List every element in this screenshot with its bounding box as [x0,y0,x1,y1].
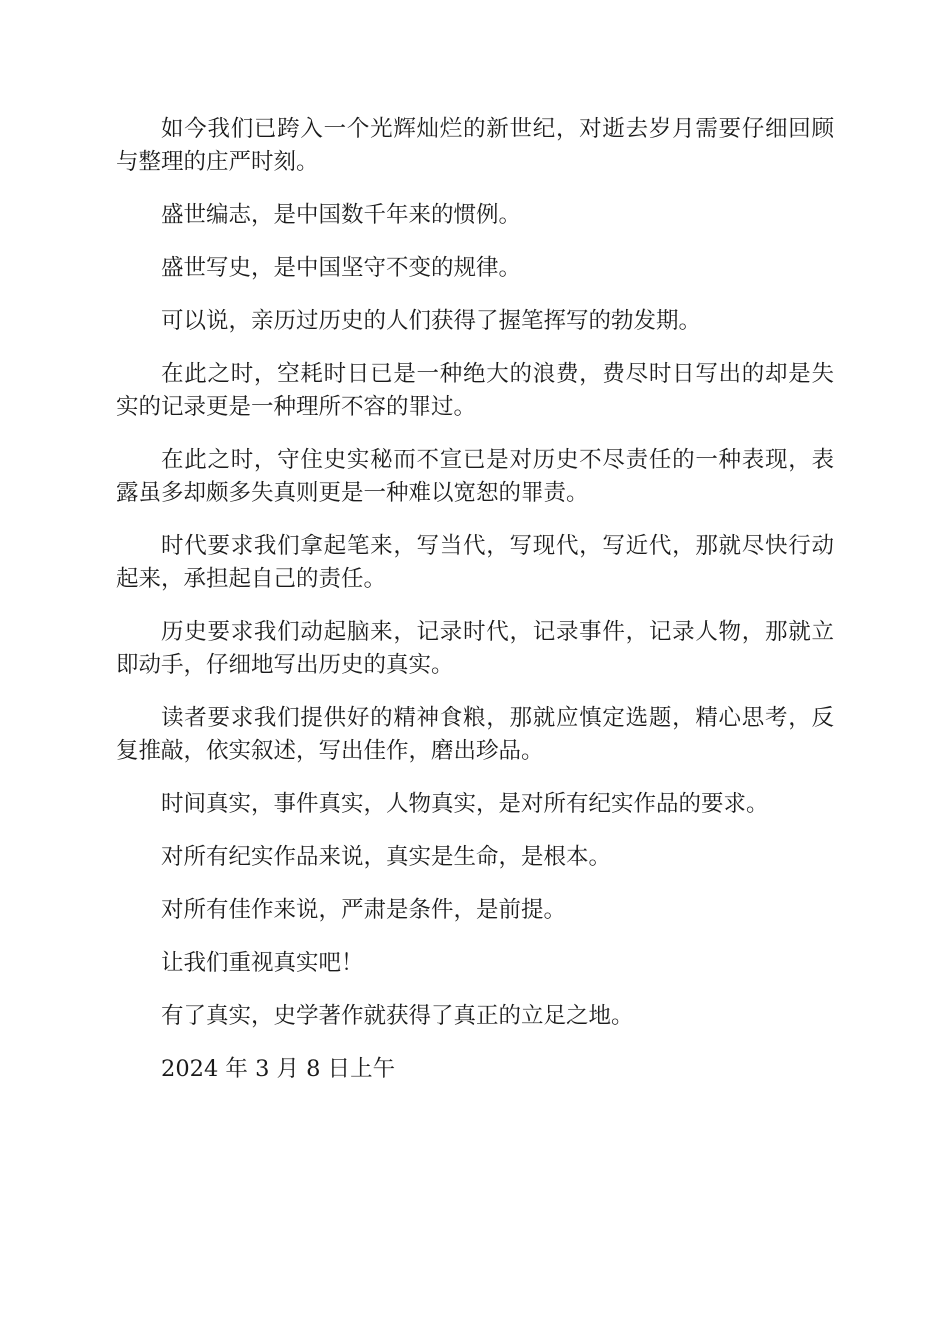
document-date: 2024 年 3 月 8 日上午 [161,1056,396,1082]
document-body [116,113,834,1086]
paragraph: 在此之时，空耗时日已是一种绝大的浪费，费尽时日写出的却是失实的记录更是一种理所不容的罪过。 [116,361,834,420]
paragraph: 盛世编志，是中国数千年来的惯例。 [161,202,522,228]
paragraph: 时间真实，事件真实，人物真实，是对所有纪实作品的要求。 [161,791,769,817]
paragraph: 可以说，亲历过历史的人们获得了握笔挥写的勃发期。 [161,308,702,334]
paragraph: 历史要求我们动起脑来，记录时代，记录事件，记录人物，那就立即动手，仔细地写出历史的真实。 [116,619,834,678]
paragraph: 对所有佳作来说，严肃是条件，是前提。 [161,897,567,923]
paragraph: 让我们重视真实吧！ [161,950,364,976]
paragraph: 在此之时，守住史实秘而不宣已是对历史不尽责任的一种表现，表露虽多却颇多失真则更是一种难以宽恕的罪责。 [116,447,834,506]
paragraph: 读者要求我们提供好的精神食粮，那就应慎定选题，精心思考，反复推敲，依实叙述，写出佳作，磨出珍品。 [116,705,834,764]
paragraph: 如今我们已跨入一个光辉灿烂的新世纪，对逝去岁月需要仔细回顾与整理的庄严时刻。 [116,116,834,175]
paragraph: 有了真实，史学著作就获得了真正的立足之地。 [161,1003,634,1029]
paragraph: 对所有纪实作品来说，真实是生命，是根本。 [161,844,612,870]
paragraph: 盛世写史，是中国坚守不变的规律。 [161,255,522,281]
paragraph: 时代要求我们拿起笔来，写当代，写现代，写近代，那就尽快行动起来，承担起自己的责任。 [116,533,834,592]
